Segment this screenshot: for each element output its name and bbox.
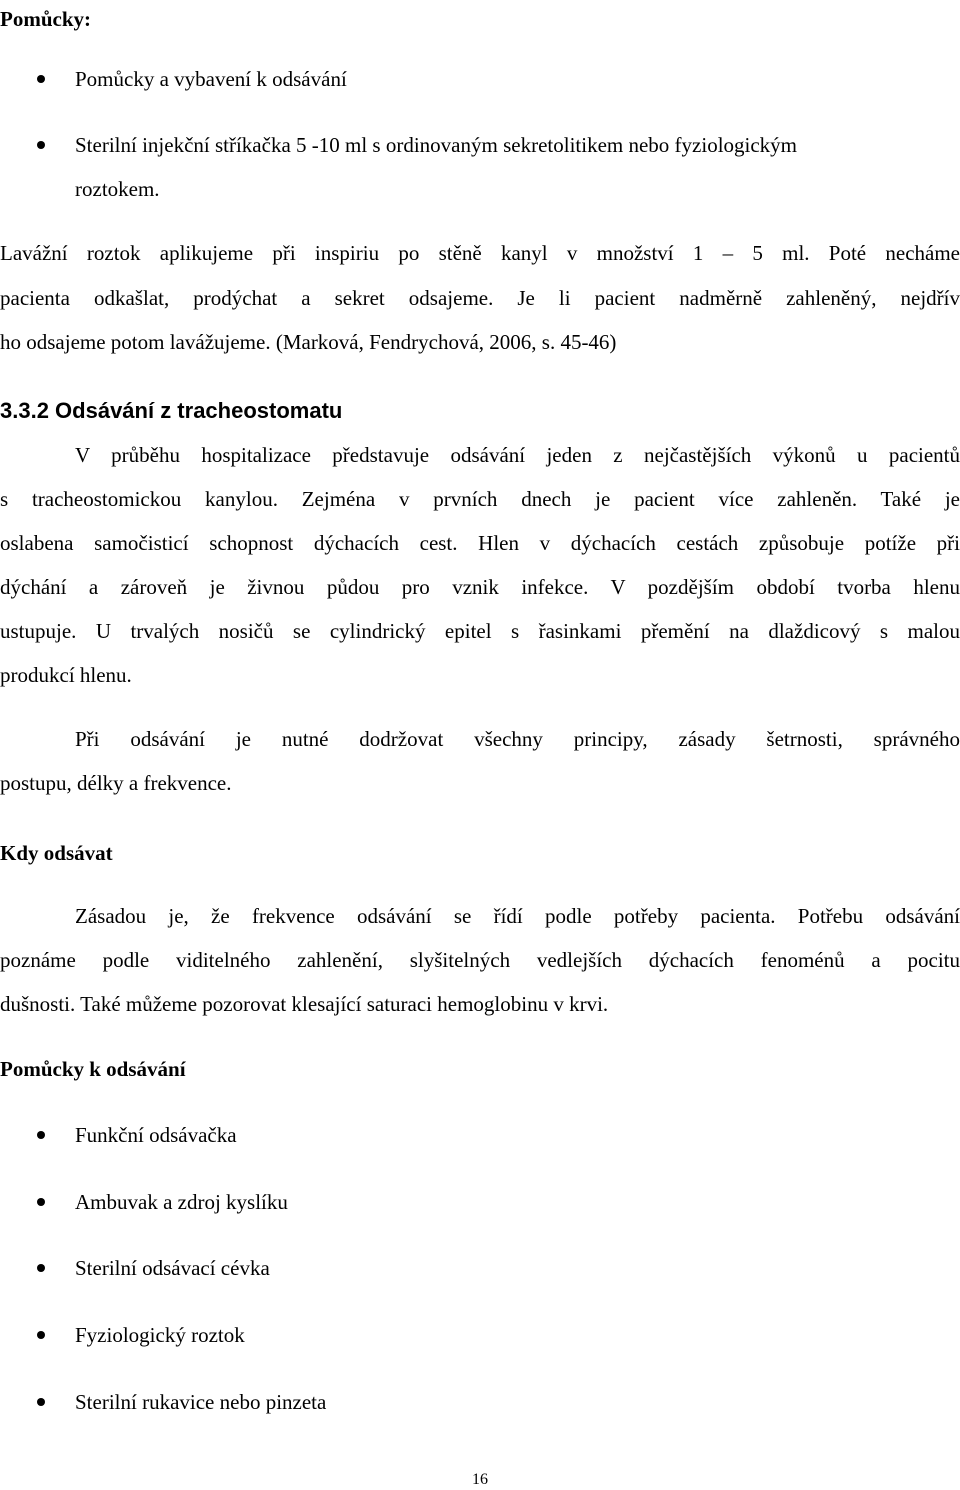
list-item-continuation: roztokem. xyxy=(75,177,160,201)
paragraph-line: oslabena samočisticí schopnost dýchacích cest. Hlen v dýchacích cestách způsobuje potíže při xyxy=(0,531,960,555)
list-item: Pomůcky a vybavení k odsávání xyxy=(0,66,960,92)
bullet-icon xyxy=(37,1331,45,1339)
paragraph-line: Lavážní roztok aplikujeme při inspiriu po stěně kanyl v množství 1 – 5 ml. Poté necháme xyxy=(0,241,960,265)
section-heading-kdy-odsavat: Kdy odsávat xyxy=(0,841,113,865)
bullet-icon xyxy=(37,1131,45,1139)
section-heading-odsavani-z-tracheostomatu: 3.3.2 Odsávání z tracheostomatu xyxy=(0,398,343,423)
list-item: Ambuvak a zdroj kyslíku xyxy=(0,1189,960,1215)
paragraph-line: ho odsajeme potom lavážujeme. (Marková, Fendrychová, 2006, s. 45-46) xyxy=(0,330,617,354)
bullet-icon xyxy=(37,1398,45,1406)
paragraph-line: V průběhu hospitalizace představuje odsávání jeden z nejčastějších výkonů u pacientů xyxy=(75,443,960,467)
list-item: Sterilní rukavice nebo pinzeta xyxy=(0,1389,960,1415)
paragraph-line: Při odsávání je nutné dodržovat všechny principy, zásady šetrnosti, správného xyxy=(75,727,960,751)
list-item: Sterilní odsávací cévka xyxy=(0,1255,960,1281)
paragraph-line: dýchání a zároveň je živnou půdou pro vznik infekce. V pozdějším období tvorba hlenu xyxy=(0,575,960,599)
paragraph-line: dušnosti. Také můžeme pozorovat klesající saturaci hemoglobinu v krvi. xyxy=(0,992,609,1016)
bullet-icon xyxy=(37,75,45,83)
list-item: Sterilní injekční stříkačka 5 -10 ml s ordinovaným sekretolitikem nebo fyziologickým xyxy=(0,132,960,158)
paragraph-line: produkcí hlenu. xyxy=(0,663,132,687)
paragraph-line: s tracheostomickou kanylou. Zejména v prvních dnech je pacient více zahleněn. Také je xyxy=(0,487,960,511)
list-item: Funkční odsávačka xyxy=(0,1122,960,1148)
page-number: 16 xyxy=(472,1471,488,1488)
section-heading-pomucky: Pomůcky: xyxy=(0,7,91,31)
list-item: Fyziologický roztok xyxy=(0,1322,960,1348)
paragraph-line: ustupuje. U trvalých nosičů se cylindrický epitel s řasinkami přemění na dlaždicový s malou xyxy=(0,619,960,643)
section-heading-pomucky-k-odsavani: Pomůcky k odsávání xyxy=(0,1057,186,1081)
paragraph-line: poznáme podle viditelného zahlenění, slyšitelných vedlejších dýchacích fenoménů a pocitu xyxy=(0,948,960,972)
paragraph-line: pacienta odkašlat, prodýchat a sekret odsajeme. Je li pacient nadměrně zahleněný, nejdřív xyxy=(0,286,960,310)
bullet-icon xyxy=(37,141,45,149)
paragraph-line: postupu, délky a frekvence. xyxy=(0,771,232,795)
bullet-icon xyxy=(37,1264,45,1272)
bullet-icon xyxy=(37,1198,45,1206)
paragraph-line: Zásadou je, že frekvence odsávání se řídí podle potřeby pacienta. Potřebu odsávání xyxy=(75,904,960,928)
